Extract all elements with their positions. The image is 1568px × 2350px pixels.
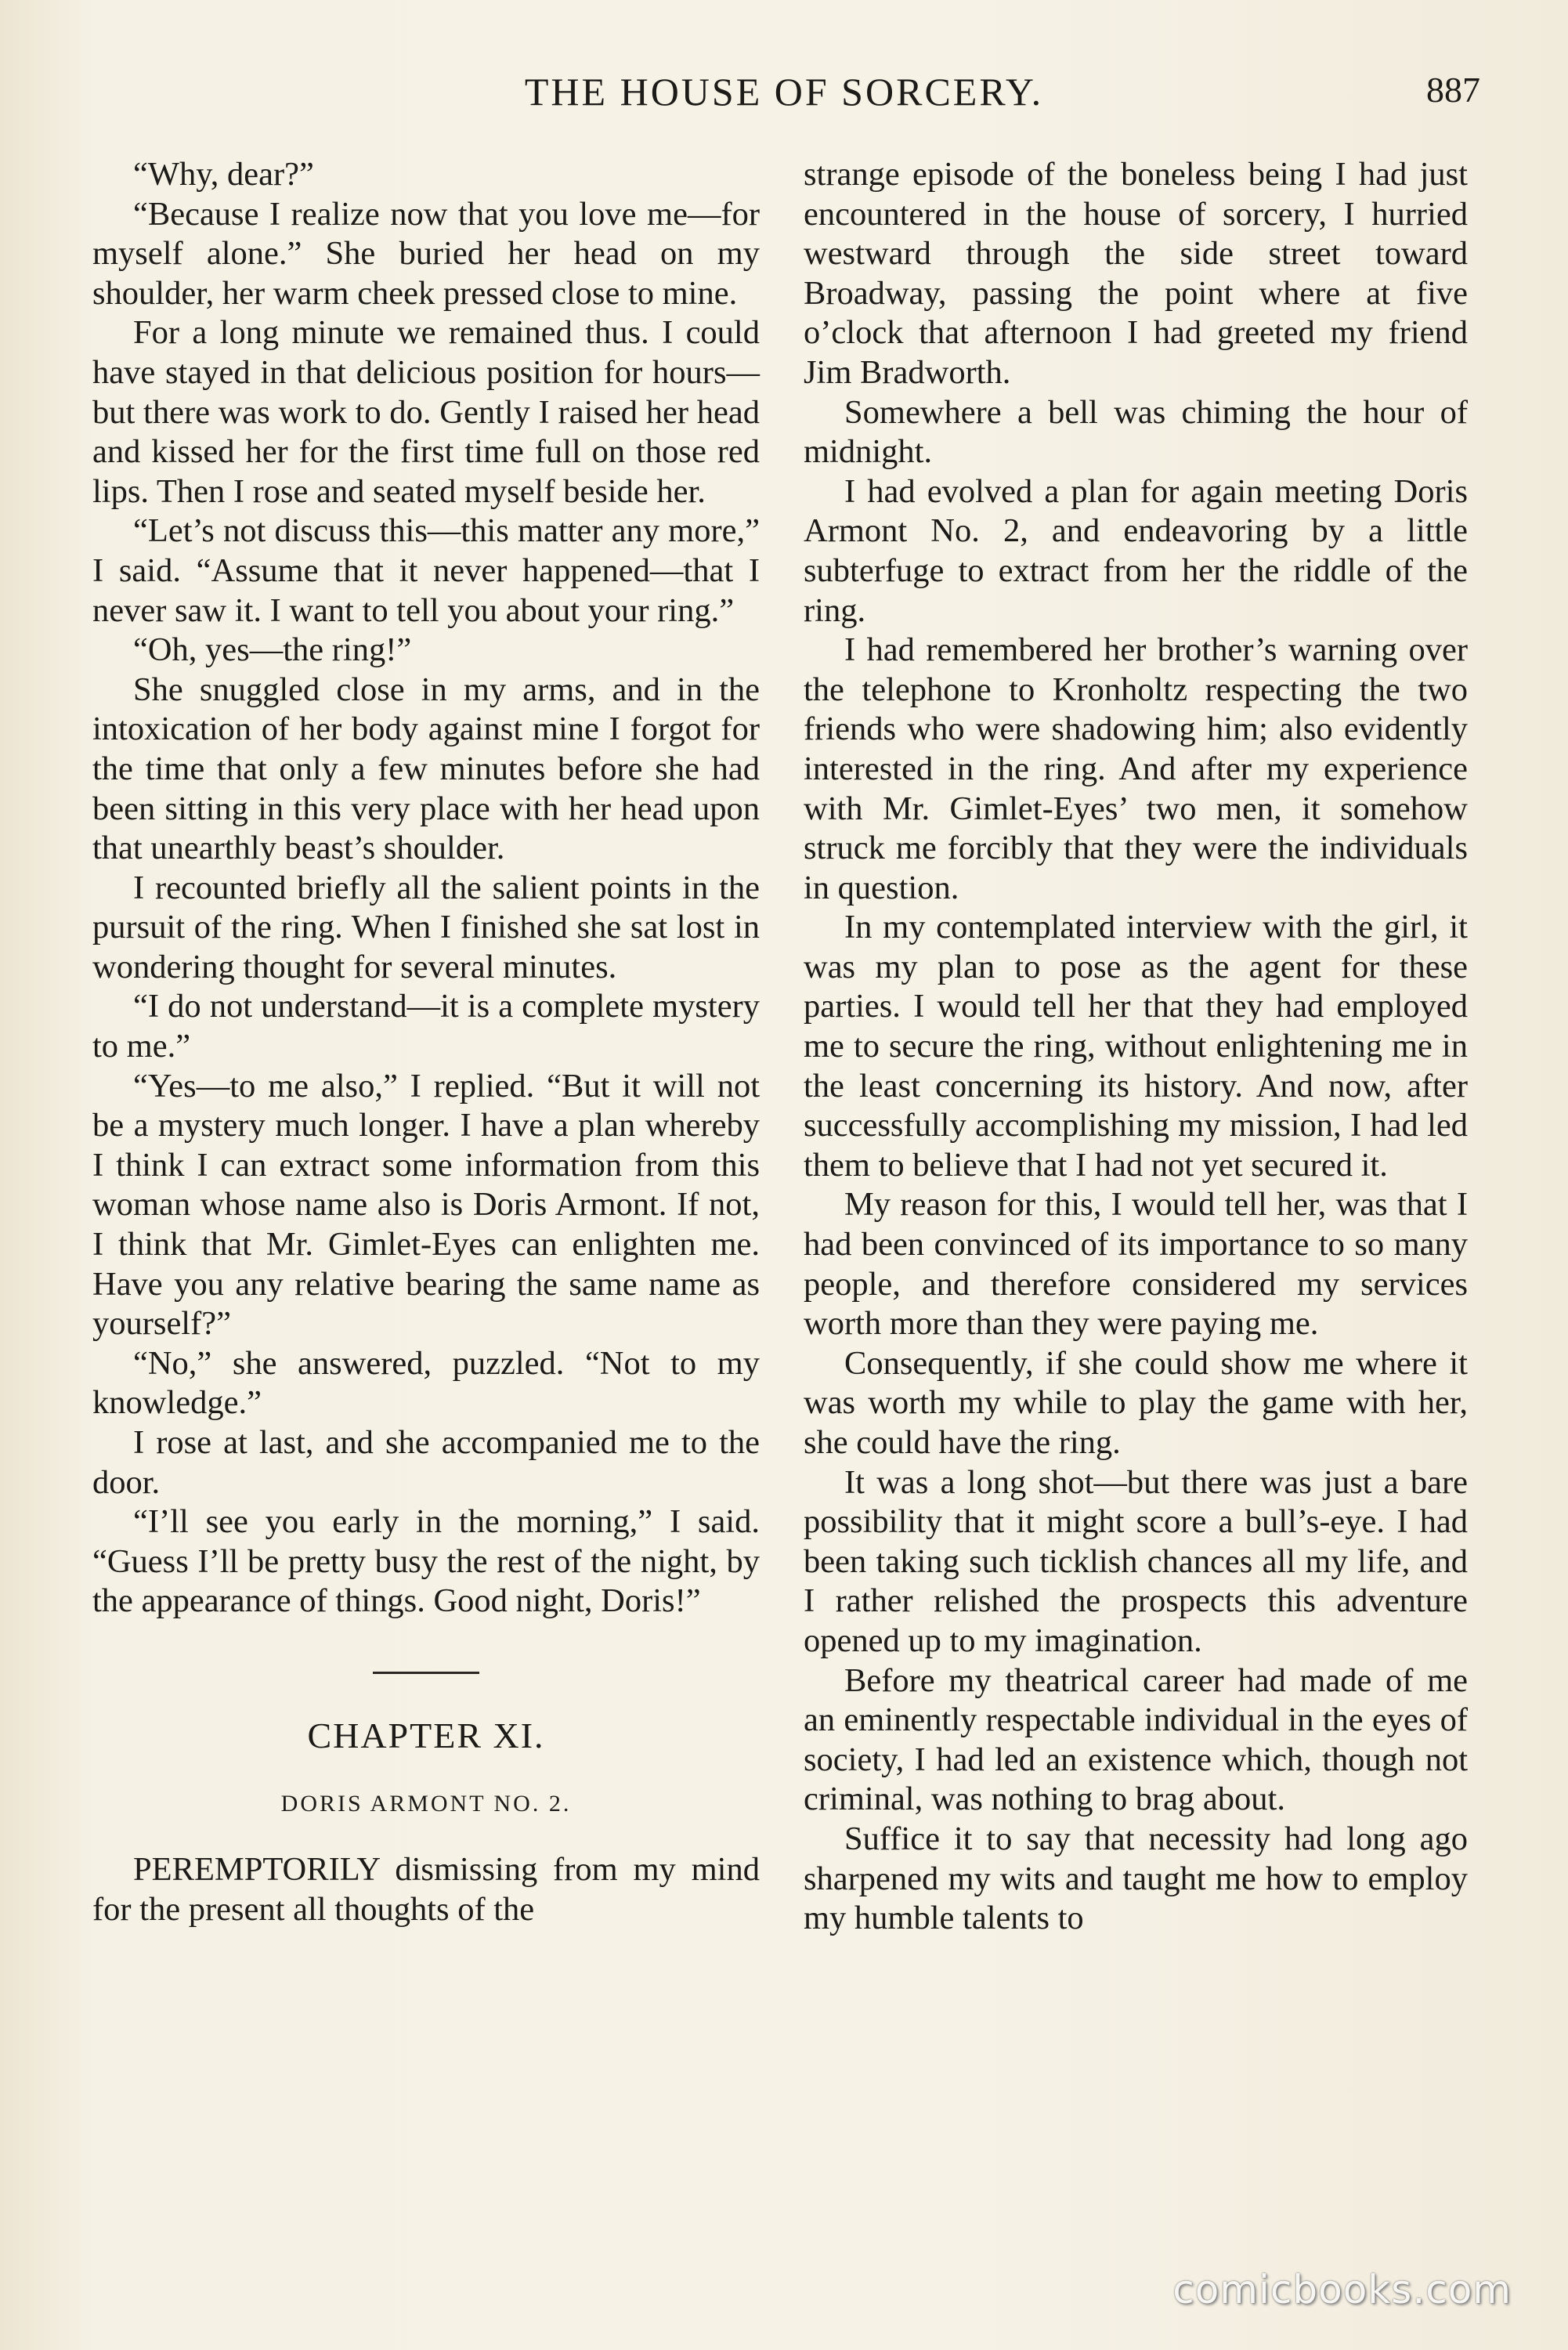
running-title: THE HOUSE OF SORCERY. — [524, 70, 1044, 114]
paragraph: In my contemplated interview with the girl, it was my plan to pose as the agent for these parties. I would tell her that they had employed me to secure the ring, without enlightening me in the least concerning its history. And now, after successfully accomplishing my mission, I had led them to believe that I had not yet secured it. — [804, 909, 1468, 1184]
paragraph: I rose at last, and she accompanied me to the door. — [92, 1424, 760, 1501]
paragraph: “Because I realize now that you love me—for myself alone.” She buried her head on my shoulder, her warm cheek pressed close to mine. — [92, 195, 760, 312]
paragraph: Before my theatrical career had made of me an eminently respectable individual in the eyes of society, I had led an existence which, though not criminal, was nothing to brag about. — [804, 1661, 1468, 1818]
chapter-subtitle: DORIS ARMONT NO. 2. — [280, 1790, 572, 1817]
chapter-opening-paragraph: PEREMPTORILY dismissing from my mind for the present all thoughts of the — [92, 1851, 760, 1928]
paragraph: “Let’s not discuss this—this matter any more,” I said. “Assume that it never happened—that I never saw it. I want to tell you about your ring.” — [92, 512, 760, 629]
paragraph: I had evolved a plan for again meeting Doris Armont No. 2, and endeavoring by a little subterfuge to extract from her the riddle of the ring. — [804, 472, 1468, 629]
chapter-divider-rule — [373, 1672, 479, 1674]
chapter-title: CHAPTER XI. — [307, 1715, 545, 1755]
running-header — [0, 69, 1568, 124]
paragraph: “No,” she answered, puzzled. “Not to my knowledge.” — [92, 1344, 760, 1422]
right-column — [804, 155, 1468, 1939]
paragraph: “Oh, yes—the ring!” — [133, 631, 412, 669]
paragraph: Somewhere a bell was chiming the hour of midnight. — [804, 393, 1468, 471]
continued-paragraph: strange episode of the boneless being I had just encountered in the house of sorcery, I hurried westward through the side street toward Broadway, passing the point where at five o’clock that afternoon I had greeted my friend Jim Bradworth. — [804, 156, 1468, 391]
paragraph: “I’ll see you early in the morning,” I said. “Guess I’ll be pretty busy the rest of the night, by the appearance of things. Good night, Doris!” — [92, 1503, 760, 1620]
paragraph: She snuggled close in my arms, and in the intoxication of her body against mine I forgot for the time that only a few minutes before she had been sitting in this very place with her head upon that unearthly beast’s shoulder. — [92, 671, 760, 867]
paragraph: “Yes—to me also,” I replied. “But it will not be a mystery much longer. I have a plan whereby I think I can extract some information from this woman whose name also is Doris Armont. If not, I think that Mr. Gimlet-Eyes can enlighten me. Have you any relative bearing the same name as yourself?” — [92, 1067, 760, 1343]
paragraph: I recounted briefly all the salient points in the pursuit of the ring. When I finished she sat lost in wondering thought for several minutes. — [92, 869, 760, 985]
paragraph: My reason for this, I would tell her, was that I had been convinced of its importance to so many people, and therefore considered my services worth more than they were paying me. — [804, 1186, 1468, 1343]
paragraph: I had remembered her brother’s warning over the telephone to Kronholtz respecting the two friends who were shadowing him; also evidently interested in the ring. And after my experience with Mr. Gimlet-Eyes’ two men, it somehow struck me forcibly that they were the individuals in question. — [804, 631, 1468, 906]
paragraph: “Why, dear?” — [133, 156, 314, 193]
page-number: 887 — [1426, 70, 1480, 110]
paragraph: It was a long shot—but there was just a bare possibility that it might score a bull’s-eye. I had been taking such ticklish chances all my life, and I rather relished the prospects this adventure opened up to my imagination. — [804, 1463, 1468, 1659]
left-column — [92, 155, 760, 1929]
paragraph: For a long minute we remained thus. I could have stayed in that delicious position for hours—but there was work to do. Gently I raised her head and kissed her for the first time full on those red lips. Then I rose and seated myself beside her. — [92, 314, 760, 510]
paragraph: “I do not understand—it is a complete mystery to me.” — [92, 988, 760, 1065]
paragraph: Suffice it to say that necessity had long ago sharpened my wits and taught me how to employ my humble talents to — [804, 1820, 1468, 1937]
paragraph: Consequently, if she could show me where it was worth my while to play the game with her, she could have the ring. — [804, 1344, 1468, 1461]
watermark-logo: comicbooks.com — [1172, 2267, 1512, 2312]
